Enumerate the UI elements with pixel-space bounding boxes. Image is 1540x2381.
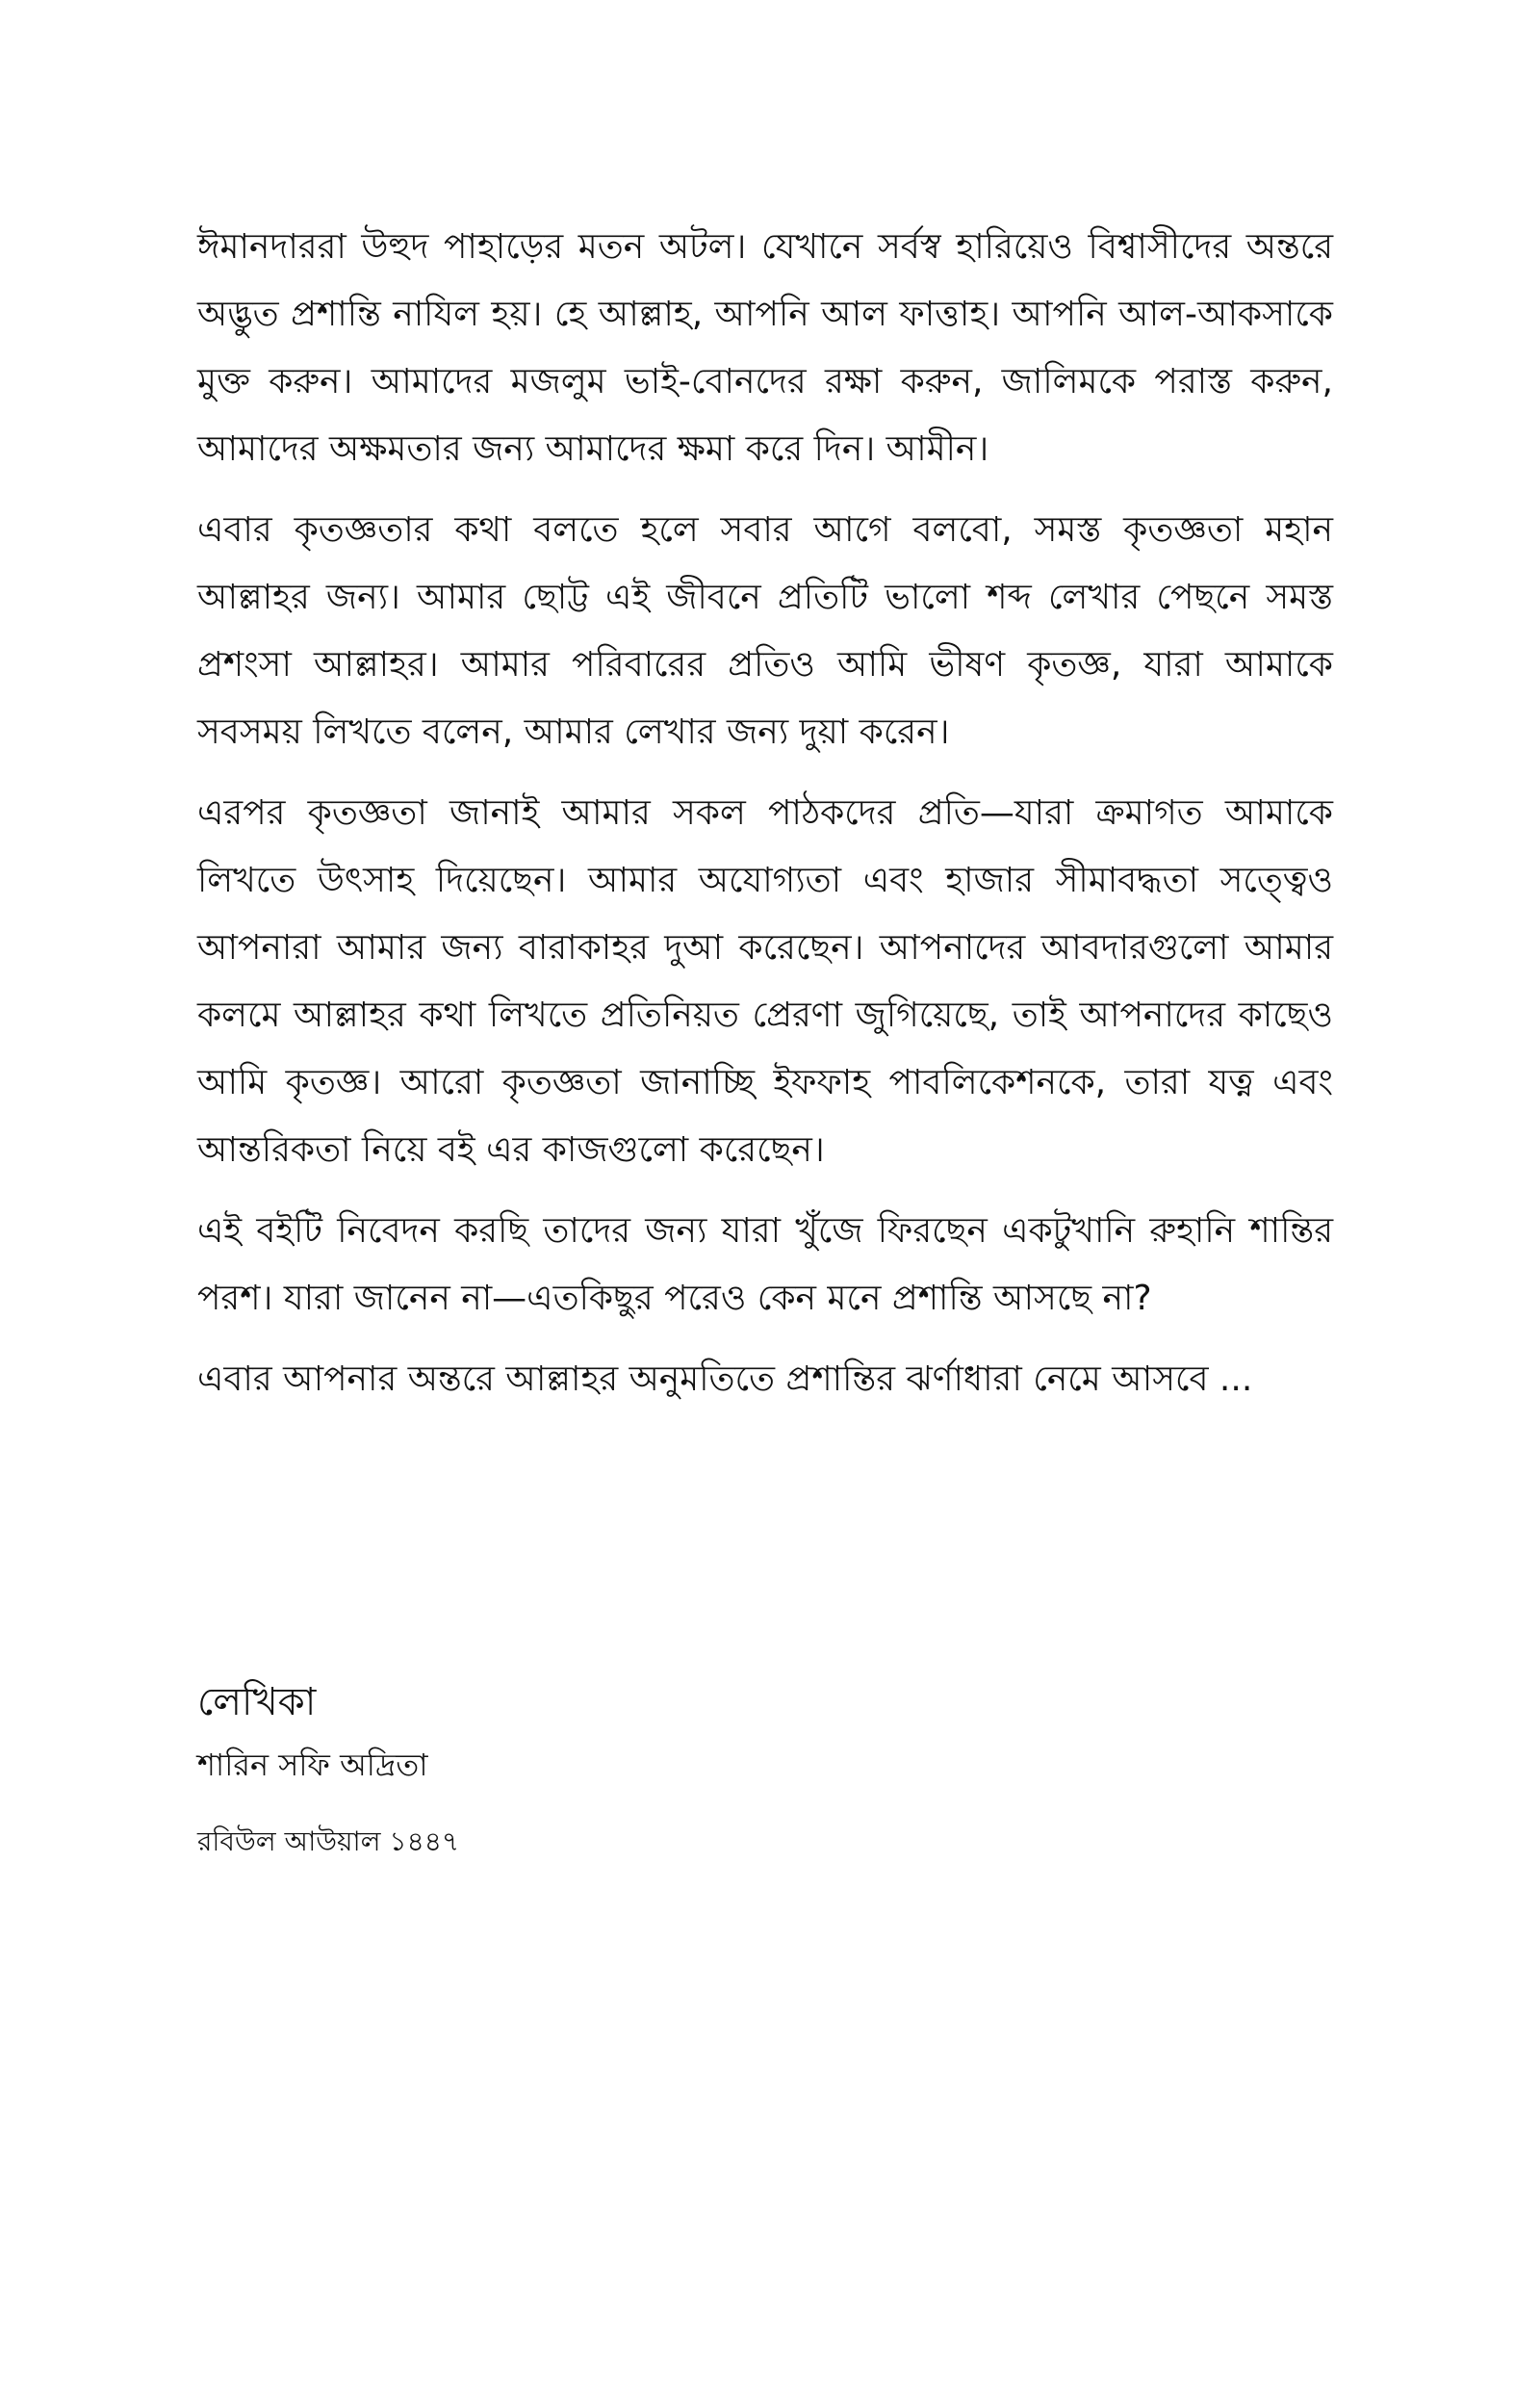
paragraph-closing: এবার আপনার অন্তরে আল্লাহর অনুমতিতে প্রশান্তির ঝর্ণাধারা নেমে আসবে ... [197,1359,1253,1399]
page-body [197,214,1333,1427]
signature-date: রবিউল আউয়াল ১৪৪৭ [197,1825,460,1857]
author-role: লেখিকা [197,1680,317,1724]
paragraph-gratitude-readers-publisher: এরপর কৃতজ্ঞতা জানাই আমার সকল পাঠকদের প্রতি—যারা ক্রমাগত আমাকে লিখতে উৎসাহ দিয়েছেন। আমার অযোগ্যতা এবং হাজার সীমাবদ্ধতা সত্ত্বেও আপনারা আমার জন্য বারাকাহর দুআ করেছেন। আপনাদের আবদারগুলো আমার কলমে আল্লাহর কথা লিখতে প্রতিনিয়ত প্রেরণা জুগিয়েছে, তাই আপনাদের কাছেও আমি কৃতজ্ঞ। আরো কৃতজ্ঞতা জানাচ্ছি ইফফাহ পাবলিকেশনকে, তারা যত্ন এবং আন্তরিকতা নিয়ে বই এর কাজগুলো করেছেন। [197,793,1333,1170]
author-name: শারিন সফি অদ্রিতা [197,1747,428,1783]
author-signature-block [197,1673,967,1866]
paragraph-prayer: ঈমানদাররা উহুদ পাহাড়ের মতন অটল। যেখানে সর্বস্ব হারিয়েও বিশ্বাসীদের অন্তরে অদ্ভুত প্রশান্তি নাযিল হয়। হে আল্লাহ, আপনি আল ফাত্তাহ। আপনি আল-আকসাকে মুক্ত করুন। আমাদের মজলুম ভাই-বোনদের রক্ষা করুন, জালিমকে পরাস্ত করুন, আমাদের অক্ষমতার জন্য আমাদের ক্ষমা করে দিন। আমীন। [197,227,1333,469]
paragraph-dedication: এই বইটি নিবেদন করছি তাদের জন্য যারা খুঁজে ফিরছেন একটুখানি রুহানি শান্তির পরশ। যারা জানেন না—এতকিছুর পরেও কেন মনে প্রশান্তি আসছে না? [197,1211,1333,1318]
paragraph-gratitude-allah-family: এবার কৃতজ্ঞতার কথা বলতে হলে সবার আগে বলবো, সমস্ত কৃতজ্ঞতা মহান আল্লাহর জন্য। আমার ছোট্ট এই জীবনে প্রতিটি ভালো শব্দ লেখার পেছনে সমস্ত প্রশংসা আল্লাহর। আমার পরিবারের প্রতিও আমি ভীষণ কৃতজ্ঞ, যারা আমাকে সবসময় লিখতে বলেন, আমার লেখার জন্য দুয়া করেন। [197,510,1333,752]
